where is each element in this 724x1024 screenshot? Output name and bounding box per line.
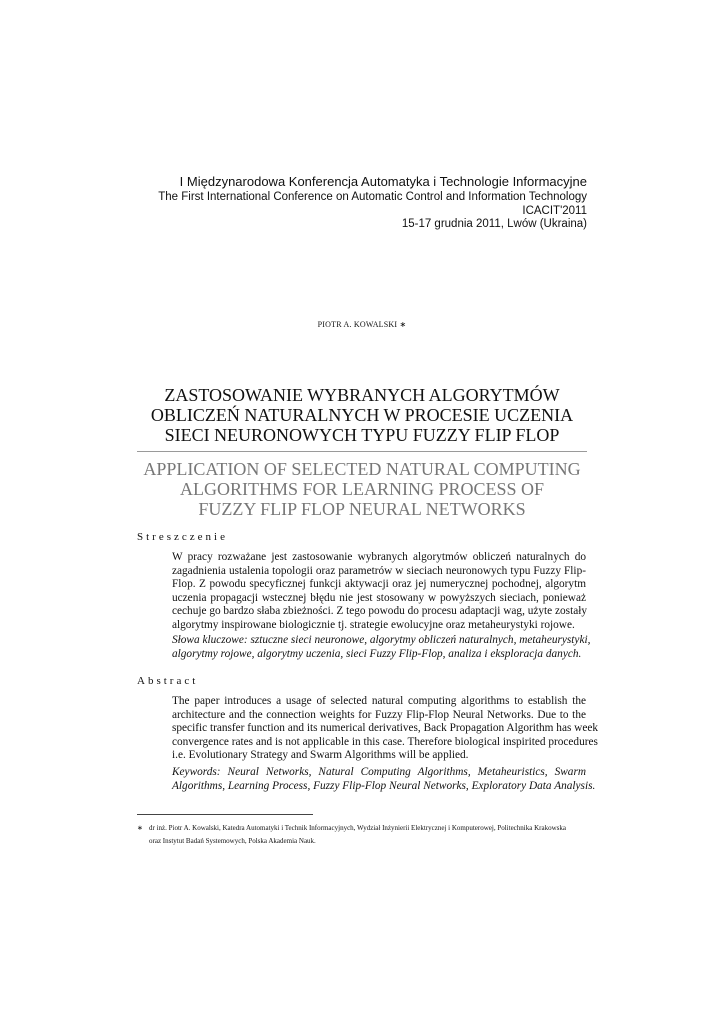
text-line: i.e. Evolutionary Strategy and Swarm Algorithms will be applied.: [172, 749, 469, 762]
text-line: W pracy rozważane jest zastosowanie wybranych algorytmów obliczeń naturalnych do: [172, 551, 586, 563]
conference-acronym: ICACIT'2011: [522, 205, 587, 217]
footnote: [137, 822, 597, 848]
title-polish: [0, 385, 724, 445]
text-line: The paper introduces a usage of selected natural computing algorithms to establish the: [172, 695, 586, 707]
author-name: PIOTR A. KOWALSKI ∗: [317, 320, 407, 329]
text-line: specific transfer function and its numerical derivatives, Back Propagation Algorithm has week: [172, 722, 599, 735]
title-divider: [137, 451, 587, 452]
conference-name-en: The First International Conference on Automatic Control and Information Technology: [158, 191, 587, 203]
footnote-marker: ∗: [137, 824, 143, 832]
streszczenie-heading: Streszczenie: [137, 531, 228, 543]
title-english: [0, 459, 724, 519]
keywords-english: [172, 766, 596, 793]
abstract-text: [172, 695, 599, 763]
footnote-line: [137, 822, 597, 835]
footnote-affiliation-cont: oraz Instytut Badań Systemowych, Polska Akademia Nauk.: [149, 837, 316, 845]
title-polish-line: OBLICZEŃ NATURALNYCH W PROCESIE UCZENIA: [150, 405, 574, 425]
text-line: cechuje go bardzo słaba zbieżności. Z tego powodu do procesu adaptacji wag, użyte zostały: [172, 605, 588, 618]
text-line: Słowa kluczowe: sztuczne sieci neuronowe, algorytmy obliczeń naturalnych, metaheurystyki,: [172, 634, 591, 646]
text-line: architecture and the connection weights for Fuzzy Flip-Flop Neural Networks. Due to the: [172, 708, 586, 721]
title-polish-line: ZASTOSOWANIE WYBRANYCH ALGORYTMÓW: [164, 385, 560, 405]
title-english-line: FUZZY FLIP FLOP NEURAL NETWORKS: [198, 499, 526, 519]
streszczenie-text: [172, 551, 586, 633]
keywords-polish: [172, 634, 591, 661]
title-polish-line: SIECI NEURONOWYCH TYPU FUZZY FLIP FLOP: [164, 425, 560, 445]
title-english-line: APPLICATION OF SELECTED NATURAL COMPUTING: [143, 459, 581, 479]
footnote-divider: [137, 814, 313, 815]
abstract-heading: Abstract: [137, 675, 199, 687]
conference-date-place: 15-17 grudnia 2011, Lwów (Ukraina): [401, 218, 587, 230]
text-line: Flop. Z powodu specyficznej funkcji aktywacji oraz jej numerycznej pochodnej, algorytm: [172, 578, 586, 591]
text-line: algorytmy inspirowane biologicznie tj. strategie ewolucyjne oraz metaheurystyki rojowe.: [172, 618, 575, 631]
footnote-affiliation: dr inż. Piotr A. Kowalski, Katedra Automatyki i Technik Informacyjnych, Wydział Inżynierii Elektrycznej i Komputerowej, Politechnika Krakowska: [149, 824, 566, 832]
conference-name-pl: I Międzynarodowa Konferencja Automatyka i Technologie Informacyjne: [179, 174, 587, 189]
title-english-line: ALGORITHMS FOR LEARNING PROCESS OF: [179, 479, 545, 499]
text-line: Keywords: Neural Networks, Natural Computing Algorithms, Metaheuristics, Swarm: [172, 766, 586, 778]
text-line: convergence rates and is not applicable in this case. Therefore biological inspirited procedures: [172, 735, 598, 748]
text-line: zagadnienia ustalenia topologii oraz parametrów w sieciach neuronowych typu Fuzzy Flip-: [172, 564, 586, 577]
text-line: Algorithms, Learning Process, Fuzzy Flip-Flop Neural Networks, Exploratory Data Analysis.: [172, 779, 596, 792]
text-line: uczenia propagacji wstecznej błędu nie jest stosowany w powyższych sieciach, ponieważ: [172, 591, 586, 604]
text-line: algorytmy rojowe, algorytmy uczenia, sieci Fuzzy Flip-Flop, analiza i eksploracja danych.: [172, 647, 582, 660]
